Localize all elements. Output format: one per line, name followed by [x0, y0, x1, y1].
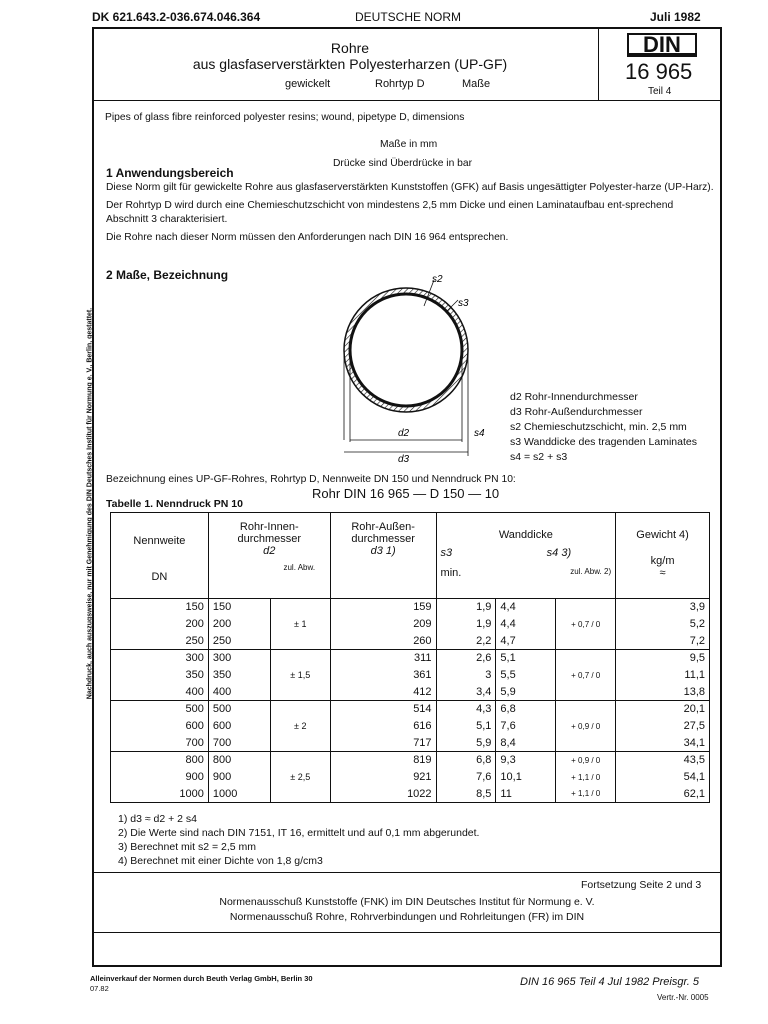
cell-weight: 3,9: [616, 599, 710, 616]
legend-item: d2 Rohr-Innendurchmesser: [510, 391, 638, 403]
sales-number: Vertr.-Nr. 0005: [657, 993, 709, 1002]
divider: [92, 932, 722, 933]
table-row: [111, 769, 710, 786]
header-approx: ≈: [659, 567, 666, 579]
cell-d3: 412: [330, 684, 436, 701]
table-row: [111, 650, 710, 667]
legend-item: d3 Rohr-Außendurchmesser: [510, 406, 643, 418]
dk-number: DK 621.643.2-036.674.046.364: [92, 10, 261, 24]
table-row: [111, 701, 710, 718]
cell-s4: 11: [496, 786, 556, 803]
d3-label: d3: [398, 454, 410, 465]
cell-d3: 616: [330, 718, 436, 735]
cell-s3: 5,1: [436, 718, 496, 735]
table-row: [111, 684, 710, 701]
cell-s3: 8,5: [436, 786, 496, 803]
header-gewicht: Gewicht 4): [636, 529, 689, 541]
table-header-row: [111, 513, 710, 599]
legend-item: s2 Chemieschutzschicht, min. 2,5 mm: [510, 421, 687, 433]
continuation-note: Fortsetzung Seite 2 und 3: [581, 879, 702, 891]
cell-s3: 1,9: [436, 599, 496, 616]
header-min: min.: [440, 567, 462, 579]
cell-d3: 159: [330, 599, 436, 616]
cell-weight: 5,2: [616, 616, 710, 633]
cell-weight: 9,5: [616, 650, 710, 667]
cell-d2: 350: [208, 667, 270, 684]
cell-weight: 7,2: [616, 633, 710, 650]
footnote: 2) Die Werte sind nach DIN 7151, IT 16, ermittelt und auf 0,1 mm abgerundet.: [118, 827, 480, 839]
paragraph: Der Rohrtyp D wird durch eine Chemieschutzschicht von mindestens 2,5 mm Dicke und einen Laminataufbau ent-sprechend Abschnitt 3 charakterisiert.: [106, 200, 674, 225]
cell-s4-tolerance: + 0,7 / 0: [556, 599, 616, 650]
cell-d3: 1022: [330, 786, 436, 803]
table-row: [111, 667, 710, 684]
section-1-text: [106, 181, 716, 245]
cell-dn: 200: [111, 616, 209, 633]
cell-s4: 6,8: [496, 701, 556, 718]
cell-d2-tolerance: ± 2: [270, 701, 330, 752]
header-innen: Rohr-Innen-durchmesser: [237, 521, 302, 545]
footnote: 1) d3 ≈ d2 + 2 s4: [118, 813, 198, 825]
table-row: [111, 718, 710, 735]
subtitle-wound: gewickelt: [285, 78, 331, 90]
cell-s4: 5,5: [496, 667, 556, 684]
cell-s3: 1,9: [436, 616, 496, 633]
cell-d3: 717: [330, 735, 436, 752]
table-title: Tabelle 1. Nenndruck PN 10: [106, 498, 243, 510]
cell-s3: 5,9: [436, 735, 496, 752]
cell-s4: 9,3: [496, 752, 556, 769]
cell-weight: 11,1: [616, 667, 710, 684]
cell-d3: 921: [330, 769, 436, 786]
cell-s4: 7,6: [496, 718, 556, 735]
cell-s4: 4,4: [496, 616, 556, 633]
cell-weight: 20,1: [616, 701, 710, 718]
din-number: 16 965: [625, 59, 693, 84]
cell-s3: 6,8: [436, 752, 496, 769]
divider: [92, 100, 722, 101]
cell-weight: 34,1: [616, 735, 710, 752]
table-row: [111, 786, 710, 803]
title-line2: aus glasfaserverstärkten Polyesterharzen (UP-GF): [192, 56, 508, 72]
cell-s3: 4,3: [436, 701, 496, 718]
document-reference: DIN 16 965 Teil 4 Jul 1982 Preisgr. 5: [520, 976, 699, 988]
s4-label: s4: [474, 428, 485, 439]
header-d2: d2: [263, 545, 276, 557]
cell-s4: 5,9: [496, 684, 556, 701]
publisher-note: Alleinverkauf der Normen durch Beuth Verlag GmbH, Berlin 30: [90, 974, 313, 983]
english-title: Pipes of glass fibre reinforced polyester resins; wound, pipetype D, dimensions: [105, 112, 465, 123]
dimensions-table: [110, 512, 710, 803]
cell-weight: 62,1: [616, 786, 710, 803]
cell-d3: 361: [330, 667, 436, 684]
cell-dn: 250: [111, 633, 209, 650]
cell-d2: 600: [208, 718, 270, 735]
cell-d2: 1000: [208, 786, 270, 803]
title-line1: Rohre: [330, 40, 370, 56]
pipe-cross-section-figure: [330, 270, 510, 470]
cell-dn: 500: [111, 701, 209, 718]
footnote: 3) Berechnet mit s2 = 2,5 mm: [118, 841, 257, 853]
committee-fnk: Normenausschuß Kunststoffe (FNK) im DIN Deutsches Institut für Normung e. V.: [219, 896, 595, 908]
cell-s4-tolerance: + 0,9 / 0: [556, 701, 616, 752]
cell-dn: 150: [111, 599, 209, 616]
cell-d3: 311: [330, 650, 436, 667]
din-logo: DIN: [627, 33, 697, 57]
cell-s3: 3,4: [436, 684, 496, 701]
committee-fr: Normenausschuß Rohre, Rohrverbindungen und Rohrleitungen (FR) im DIN: [229, 911, 585, 923]
cell-dn: 400: [111, 684, 209, 701]
header-aussen: Rohr-Außen-durchmesser: [351, 521, 415, 545]
header-kgm: kg/m: [650, 555, 675, 567]
cell-s4: 4,7: [496, 633, 556, 650]
cell-s4-tolerance: + 1,1 / 0: [556, 786, 616, 803]
table-row: [111, 599, 710, 616]
cell-s3: 3: [436, 667, 496, 684]
divider: [598, 27, 599, 100]
cell-s4: 4,4: [496, 599, 556, 616]
header-tolerance-s4: zul. Abw. 2): [570, 567, 612, 576]
cell-dn: 350: [111, 667, 209, 684]
cell-d3: 260: [330, 633, 436, 650]
cell-s4: 10,1: [496, 769, 556, 786]
cell-d3: 819: [330, 752, 436, 769]
cell-weight: 13,8: [616, 684, 710, 701]
subtitle-dimensions: Maße: [462, 78, 491, 90]
header-wanddicke: Wanddicke: [498, 529, 553, 541]
legend-item: s4 = s2 + s3: [510, 451, 568, 463]
cell-d2: 400: [208, 684, 270, 701]
header-tolerance: zul. Abw.: [283, 563, 316, 572]
issue-date: Juli 1982: [650, 10, 701, 24]
units-note: Maße in mm: [380, 139, 438, 150]
cell-s4: 8,4: [496, 735, 556, 752]
cell-d2-tolerance: ± 1: [270, 599, 330, 650]
s3-label: s3: [458, 298, 469, 309]
cell-s4-tolerance: + 0,7 / 0: [556, 650, 616, 701]
footnote: 4) Berechnet mit einer Dichte von 1,8 g/cm3: [118, 855, 323, 867]
cell-weight: 27,5: [616, 718, 710, 735]
s2-label: s2: [432, 274, 443, 285]
cell-d3: 209: [330, 616, 436, 633]
header-s4: s4 3): [546, 547, 572, 559]
norm-label: DEUTSCHE NORM: [355, 10, 462, 24]
cell-dn: 900: [111, 769, 209, 786]
divider: [92, 872, 722, 873]
subtitle-type: Rohrtyp D: [375, 78, 425, 90]
designation-example: Rohr DIN 16 965 — D 150 — 10: [312, 486, 500, 501]
cell-d2: 700: [208, 735, 270, 752]
cell-d2: 500: [208, 701, 270, 718]
cell-dn: 1000: [111, 786, 209, 803]
table-row: [111, 633, 710, 650]
cell-dn: 600: [111, 718, 209, 735]
header-d3: d3 1): [370, 545, 396, 557]
cell-dn: 700: [111, 735, 209, 752]
cell-d2: 300: [208, 650, 270, 667]
cell-d3: 514: [330, 701, 436, 718]
section-1-heading: 1 Anwendungsbereich: [106, 166, 234, 180]
paragraph: Diese Norm gilt für gewickelte Rohre aus glasfaserverstärkten Kunststoffen (GFK) auf Basis ungesättigter Polyester-harze (UP-Harz).: [106, 182, 714, 193]
pressure-note: Drücke sind Überdrücke in bar: [333, 158, 473, 169]
table-row: [111, 735, 710, 752]
cell-d2: 900: [208, 769, 270, 786]
section-2-heading: 2 Maße, Bezeichnung: [106, 268, 229, 282]
footnotes: [118, 812, 479, 868]
d2-label: d2: [398, 428, 410, 439]
cell-d2-tolerance: ± 2,5: [270, 752, 330, 803]
figure-legend: [510, 390, 697, 465]
cell-d2: 800: [208, 752, 270, 769]
legend-item: s3 Wanddicke des tragenden Laminates: [510, 436, 697, 448]
cell-s4-tolerance: + 1,1 / 0: [556, 769, 616, 786]
cell-dn: 800: [111, 752, 209, 769]
reprint-note: Nachdruck, auch auszugsweise, nur mit Genehmigung des DIN Deutsches Institut für Normung e. V., Berlin, gestattet.: [86, 307, 94, 700]
header-nennweite: Nennweite: [133, 535, 186, 547]
cell-s3: 2,2: [436, 633, 496, 650]
table-row: [111, 752, 710, 769]
header-s3: s3: [440, 547, 453, 559]
cell-s3: 2,6: [436, 650, 496, 667]
table-row: [111, 616, 710, 633]
designation-intro: Bezeichnung eines UP-GF-Rohres, Rohrtyp D, Nennweite DN 150 und Nenndruck PN 10:: [106, 474, 516, 485]
cell-dn: 300: [111, 650, 209, 667]
print-date: 07.82: [90, 984, 109, 993]
cell-d2: 200: [208, 616, 270, 633]
cell-s4: 5,1: [496, 650, 556, 667]
cell-d2: 150: [208, 599, 270, 616]
header-dn: DN: [151, 571, 168, 583]
cell-d2-tolerance: ± 1,5: [270, 650, 330, 701]
cell-weight: 54,1: [616, 769, 710, 786]
cell-s4-tolerance: + 0,9 / 0: [556, 752, 616, 769]
cell-s3: 7,6: [436, 769, 496, 786]
cell-d2: 250: [208, 633, 270, 650]
part-number: Teil 4: [648, 86, 672, 97]
paragraph: Die Rohre nach dieser Norm müssen den Anforderungen nach DIN 16 964 entsprechen.: [106, 232, 509, 243]
cell-weight: 43,5: [616, 752, 710, 769]
